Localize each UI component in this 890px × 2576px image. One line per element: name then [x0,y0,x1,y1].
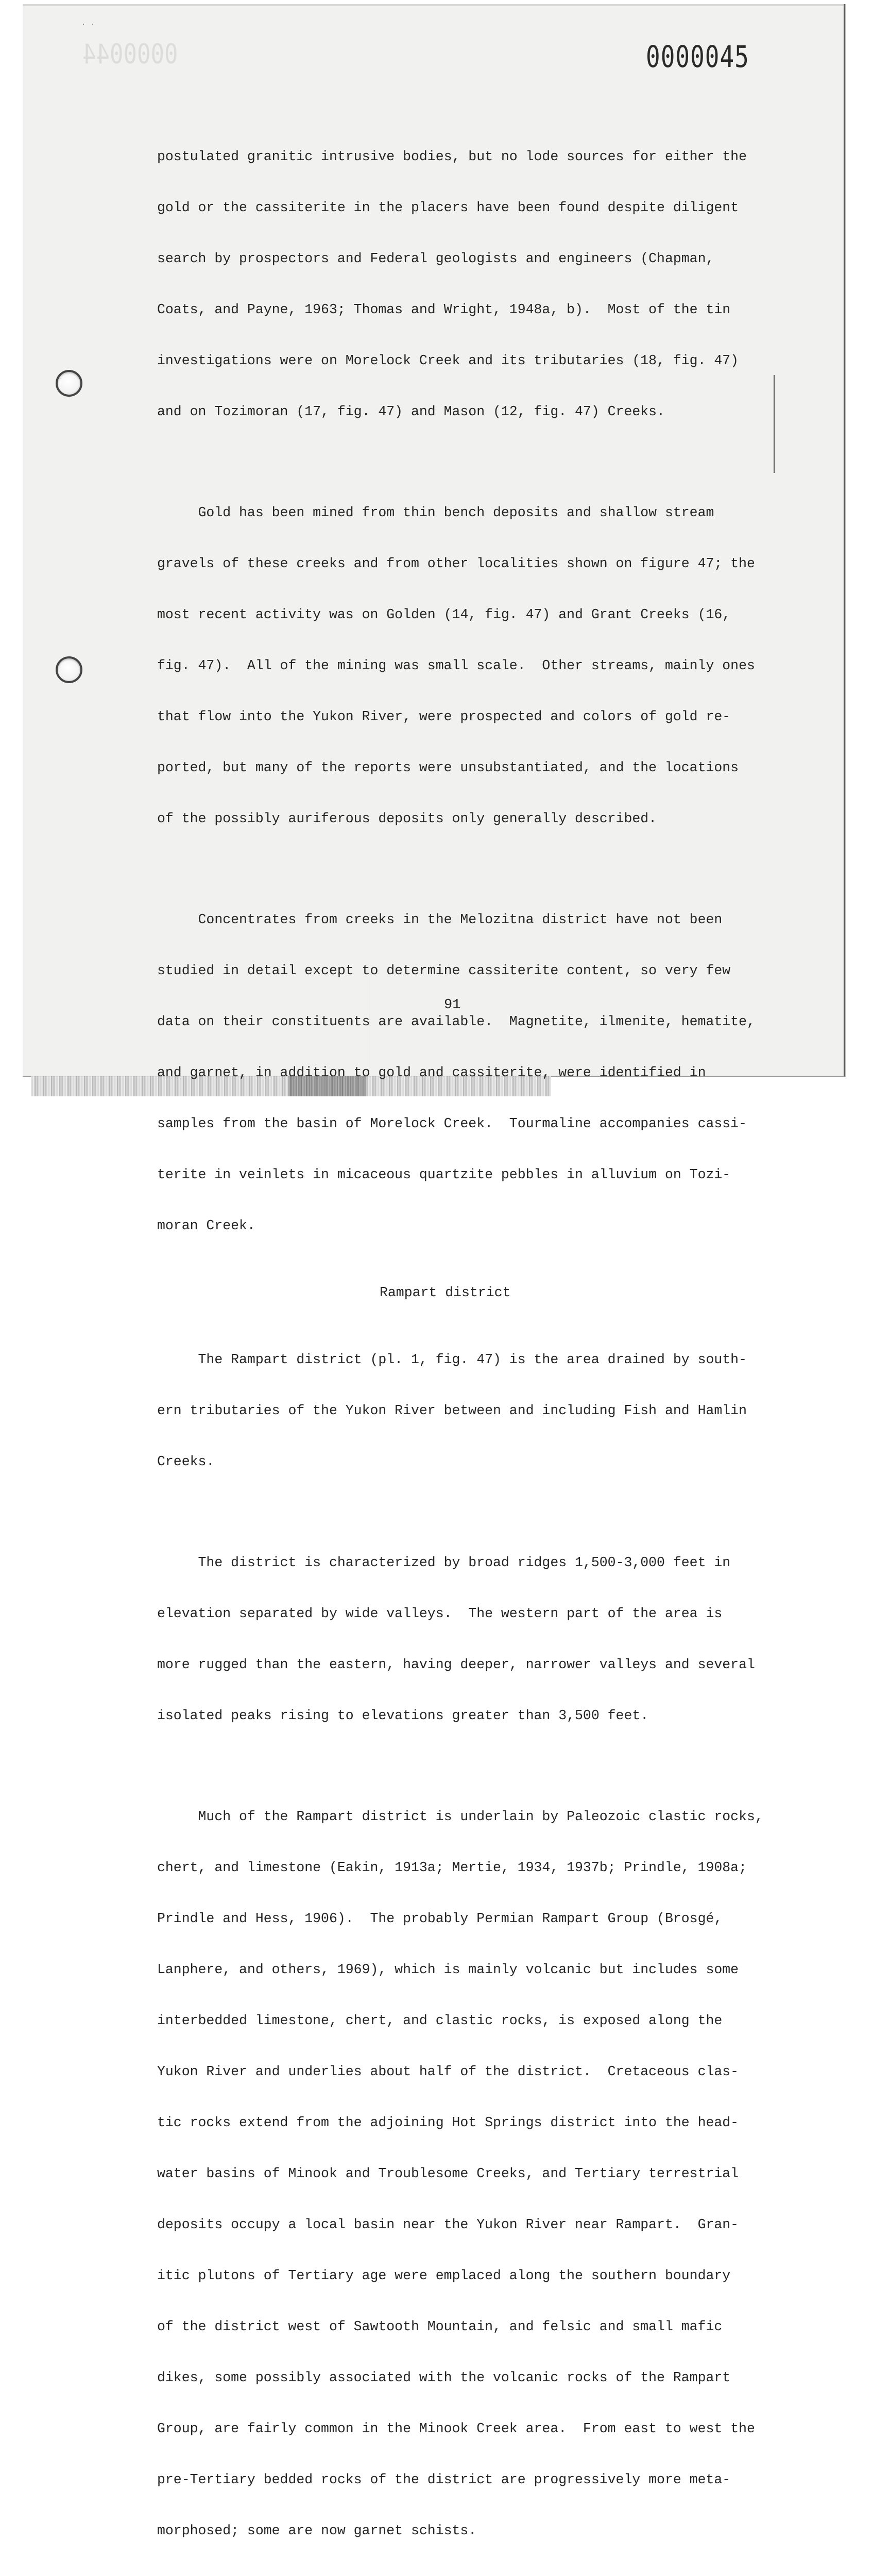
text-line: most recent activity was on Golden (14, fig. 47) and Grant Creeks (16, [157,607,731,622]
text-line: pre-Tertiary bedded rocks of the district are progressively more meta- [157,2472,731,2487]
scan-specks: · · [82,21,94,29]
text-line: fig. 47). All of the mining was small scale. Other streams, mainly ones [157,658,755,673]
text-line: search by prospectors and Federal geologists and engineers (Chapman, [157,251,714,266]
text-line: water basins of Minook and Troublesome Creeks, and Tertiary terrestrial [157,2166,739,2181]
text-line: Concentrates from creeks in the Melozitna district have not been [157,912,723,927]
text-line: of the district west of Sawtooth Mountain, and felsic and small mafic [157,2319,723,2334]
paragraph [157,470,791,861]
text-line: elevation separated by wide valleys. The western part of the area is [157,1606,723,1621]
document-body [157,114,791,2576]
text-line: gravels of these creeks and from other localities shown on figure 47; the [157,556,755,571]
text-line: postulated granitic intrusive bodies, but no lode sources for either the [157,149,747,164]
paragraph [157,1774,791,2573]
text-line: isolated peaks rising to elevations greater than 3,500 feet. [157,1708,649,1723]
paragraph [157,877,791,1268]
text-line: Gold has been mined from thin bench deposits and shallow stream [157,505,714,520]
text-line: data on their constituents are available. Magnetite, ilmenite, hematite, [157,1014,755,1029]
punch-hole-icon [56,656,82,683]
text-line: gold or the cassiterite in the placers have been found despite diligent [157,200,739,215]
text-line: The district is characterized by broad ridges 1,500-3,000 feet in [157,1555,731,1570]
text-line: more rugged than the eastern, having deeper, narrower valleys and several [157,1657,755,1672]
punch-hole-icon [56,370,82,397]
paper-top-edge [23,4,844,6]
text-line: Coats, and Payne, 1963; Thomas and Wright, 1948a, b). Most of the tin [157,302,731,317]
text-line: that flow into the Yukon River, were prospected and colors of gold re- [157,709,731,724]
text-line: samples from the basin of Morelock Creek. Tourmaline accompanies cassi- [157,1116,747,1131]
text-line: Prindle and Hess, 1906). The probably Permian Rampart Group (Brosgé, [157,1911,723,1926]
document-number-bleedthrough: 0000044 [82,38,178,71]
text-line: Yukon River and underlies about half of the district. Cretaceous clas- [157,2064,739,2079]
text-line: Creeks. [157,1454,215,1469]
section-heading: Rampart district [380,1285,511,1300]
paragraph [157,1520,791,1758]
text-line: dikes, some possibly associated with the volcanic rocks of the Rampart [157,2370,731,2385]
document-number: 0000045 [646,39,749,74]
text-line: Much of the Rampart district is underlain by Paleozoic clastic rocks, [157,1809,763,1824]
text-line: studied in detail except to determine cassiterite content, so very few [157,963,731,978]
text-line: interbedded limestone, chert, and clastic rocks, is exposed along the [157,2013,723,2028]
text-line: deposits occupy a local basin near the Yukon River near Rampart. Gran- [157,2217,739,2232]
text-line: itic plutons of Tertiary age were emplaced along the southern boundary [157,2268,731,2283]
text-line: morphosed; some are now garnet schists. [157,2523,477,2538]
text-line: ported, but many of the reports were unsubstantiated, and the locations [157,760,739,775]
paragraph [157,1317,791,1504]
text-line: and on Tozimoran (17, fig. 47) and Mason (12, fig. 47) Creeks. [157,404,665,419]
text-line: and garnet, in addition to gold and cassiterite, were identified in [157,1065,706,1080]
text-line: Lanphere, and others, 1969), which is mainly volcanic but includes some [157,1962,739,1977]
text-line: moran Creek. [157,1218,255,1233]
page-number: 91 [444,997,461,1013]
text-line: of the possibly auriferous deposits only generally described. [157,811,657,826]
paragraph [157,114,791,454]
text-line: chert, and limestone (Eakin, 1913a; Mertie, 1934, 1937b; Prindle, 1908a; [157,1860,747,1875]
text-line: terite in veinlets in micaceous quartzite pebbles in alluvium on Tozi- [157,1167,731,1182]
text-line: The Rampart district (pl. 1, fig. 47) is the area drained by south- [157,1352,747,1367]
text-line: ern tributaries of the Yukon River between and including Fish and Hamlin [157,1403,747,1418]
text-line: investigations were on Morelock Creek and its tributaries (18, fig. 47) [157,353,739,368]
text-line: tic rocks extend from the adjoining Hot Springs district into the head- [157,2115,739,2130]
text-line: Group, are fairly common in the Minook Creek area. From east to west the [157,2421,755,2436]
